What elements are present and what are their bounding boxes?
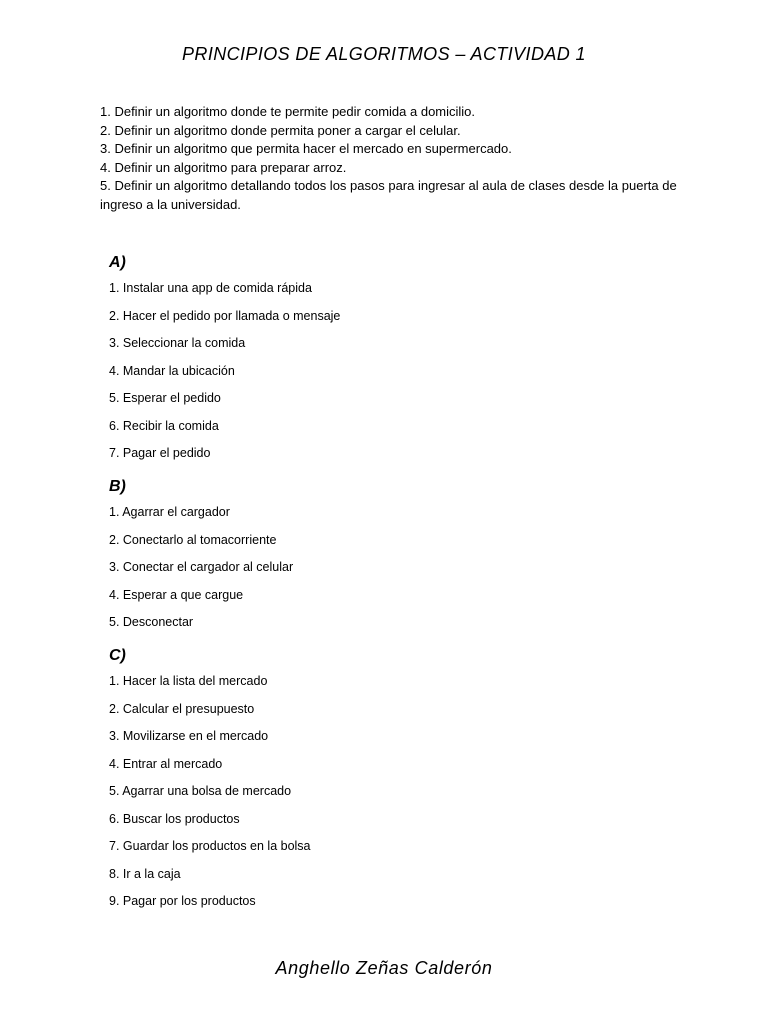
step-item: 4. Entrar al mercado [109,756,223,771]
step-item: 1. Hacer la lista del mercado [109,674,268,688]
section-heading: B) [109,478,126,495]
step-item: 3. Conectar el cargador al celular [109,560,294,574]
step-item: 5. Agarrar una bolsa de mercado [109,784,292,798]
step-item: 3. Seleccionar la comida [109,336,246,350]
section-b [109,477,669,641]
step-item: 1. Agarrar el cargador [109,505,230,519]
step-list [109,279,669,472]
step-item: 3. Movilizarse en el mercado [109,729,269,743]
question-list [100,103,700,214]
section-heading: A) [109,254,126,271]
step-item: 2. Conectarlo al tomacorriente [109,532,277,547]
section-heading: C) [109,647,126,664]
author-signature: Anghello Zeñas Calderón [275,958,493,978]
step-item: 4. Esperar a que cargue [109,587,244,602]
step-item: 7. Guardar los productos en la bolsa [109,839,311,853]
question-item: 2. Definir un algoritmo donde permita poner a cargar el celular. [100,122,461,138]
step-item: 2. Hacer el pedido por llamada o mensaje [109,308,341,323]
section-a [109,253,669,472]
step-item: 4. Mandar la ubicación [109,363,235,378]
step-item: 5. Desconectar [109,615,194,629]
step-list [109,672,669,920]
step-item: 8. Ir a la caja [109,866,181,881]
step-list [109,503,669,641]
step-item: 6. Buscar los productos [109,811,240,826]
question-item: 4. Definir un algoritmo para preparar arroz. [100,159,347,175]
question-item: 1. Definir un algoritmo donde te permite pedir comida a domicilio. [100,104,476,119]
question-item: 5. Definir un algoritmo detallando todos los pasos para ingresar al aula de clases desde la puerta de ingreso a la universidad. [100,178,677,212]
step-item: 7. Pagar el pedido [109,446,211,460]
step-item: 6. Recibir la comida [109,418,219,433]
step-item: 5. Esperar el pedido [109,391,221,405]
step-item: 9. Pagar por los productos [109,894,256,908]
step-item: 2. Calcular el presupuesto [109,701,255,716]
question-item: 3. Definir un algoritmo que permita hacer el mercado en supermercado. [100,141,512,156]
page-title: PRINCIPIOS DE ALGORITMOS – ACTIVIDAD 1 [182,44,586,64]
section-c [109,646,669,920]
step-item: 1. Instalar una app de comida rápida [109,281,312,295]
